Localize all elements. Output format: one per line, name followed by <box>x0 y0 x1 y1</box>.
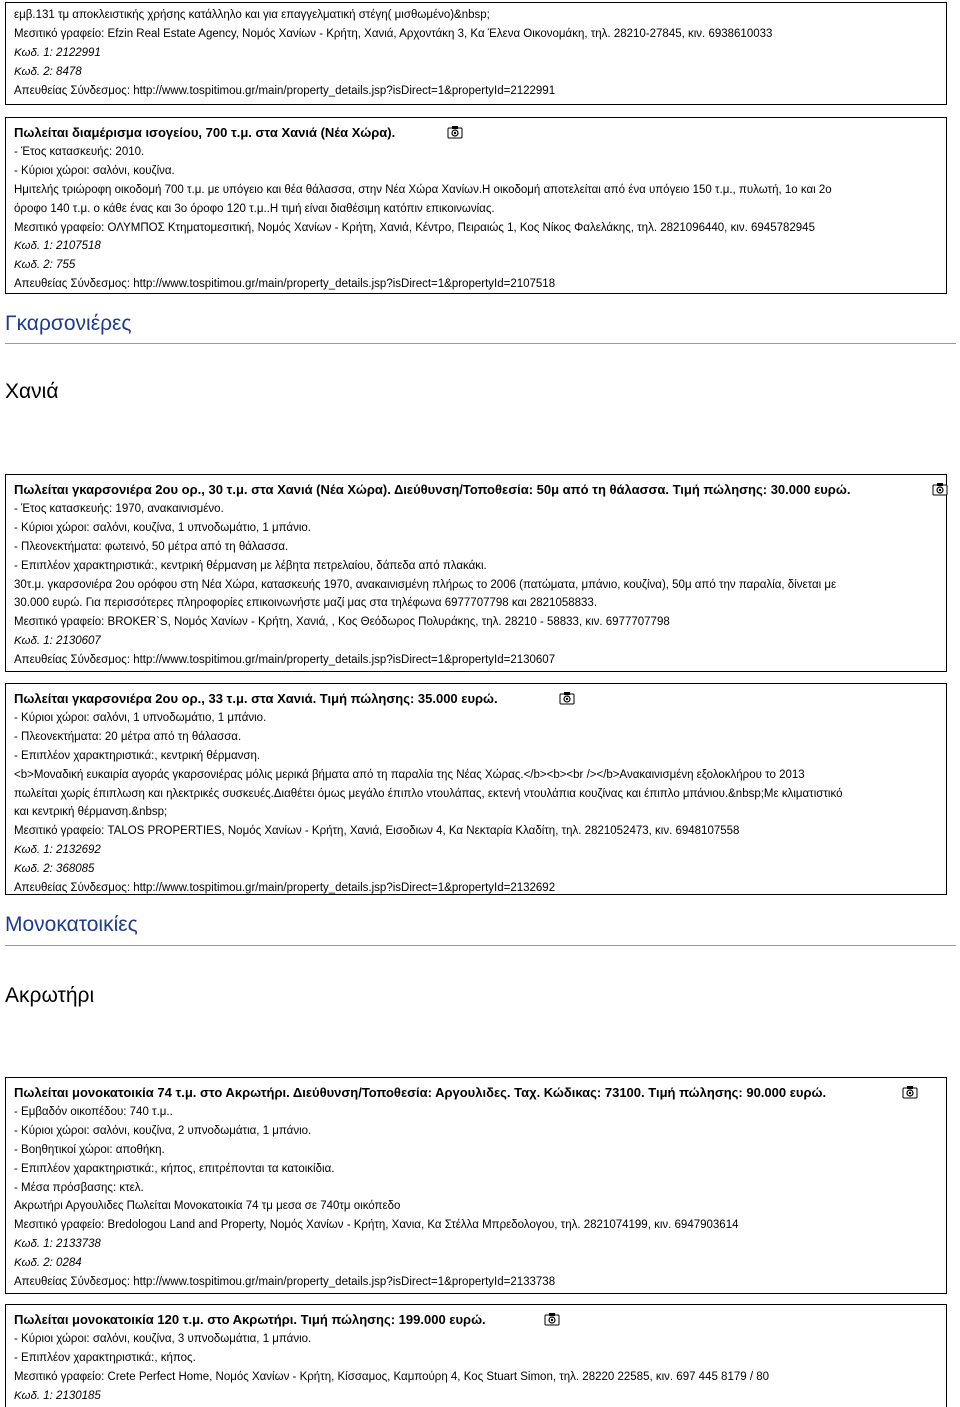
city-heading-chania: Χανιά <box>5 380 59 403</box>
description-text: όροφο 140 τ.μ. ο κάθε ένας και 3ο όροφο 120 τ.μ..Η τιμή είναι διαθέσιμη κατόπιν επικοινωνίας. <box>14 202 495 215</box>
code-1: Κωδ. 1: 2130185 <box>14 1389 101 1402</box>
listing-title[interactable]: Πωλείται διαμέρισμα ισογείου, 700 τ.μ. στα Χανιά (Νέα Χώρα). <box>14 125 396 140</box>
section-heading-houses: Μονοκατοικίες <box>5 913 138 936</box>
listing-card-2 <box>5 474 947 672</box>
main-rooms: - Κύριοι χώροι: σαλόνι, κουζίνα. <box>14 164 175 177</box>
code-1: Κωδ. 1: 2133738 <box>14 1238 101 1251</box>
camera-icon[interactable] <box>932 482 948 496</box>
section-divider <box>5 945 956 946</box>
listing-card-5 <box>5 1304 947 1407</box>
city-heading-akrotiri: Ακρωτήρι <box>5 984 95 1007</box>
advantages: - Πλεονεκτήματα: 20 μέτρα από τη θάλασσα. <box>14 730 242 743</box>
listing-title[interactable]: Πωλείται γκαρσονιέρα 2ου ορ., 30 τ.μ. στα Χανιά (Νέα Χώρα). Διεύθυνση/Τοποθεσία: 50μ από τη θάλασσα. Τιμή πώλησης: 30.000 ευρώ. <box>14 482 851 497</box>
main-rooms: - Κύριοι χώροι: σαλόνι, κουζίνα, 3 υπνοδωμάτια, 1 μπάνιο. <box>14 1333 312 1345</box>
description-text: <b>Μοναδική ευκαιρία αγοράς γκαρσονιέρας μόλις μερικά βήματα από τη παραλία της Νέας Χώρας.</b><b><br /></b>Ανακαινισμένη εξολοκλήρου το 2013 <box>14 768 805 781</box>
listing-card-4 <box>5 1077 947 1294</box>
extra-features: - Επιπλέον χαρακτηριστικά:, κήπος, επιτρέπονται τα κατοικίδια. <box>14 1162 335 1175</box>
auxiliary-rooms: - Βοηθητικοί χώροι: αποθήκη. <box>14 1143 165 1156</box>
main-rooms: - Κύριοι χώροι: σαλόνι, κουζίνα, 1 υπνοδωμάτιο, 1 μπάνιο. <box>14 521 311 534</box>
code-1: Κωδ. 1: 2122991 <box>14 46 101 59</box>
advantages: - Πλεονεκτήματα: φωτεινό, 50 μέτρα από τη θάλασσα. <box>14 540 289 553</box>
code-2: Κωδ. 2: 368085 <box>14 863 95 876</box>
description-text: 30.000 ευρώ. Για περισσότερες πληροφορίες επικοινωνήστε μαζί μας στα τηλέφωνα 6977707798 και 2821058833. <box>14 597 598 610</box>
agency-info: Μεσιτικό γραφείο: BROKER`S, Νομός Χανίων - Κρήτη, Χανιά, , Κος Θεόδωρος Πολυράκης, τηλ. 28210 - 58833, κιν. 6977707798 <box>14 616 670 629</box>
description-text: εμβ.131 τμ αποκλειστικής χρήσης κατάλληλο και για επαγγελματική στέγη( μισθωμένο)&nbsp; <box>14 9 490 21</box>
extra-features: - Επιπλέον χαρακτηριστικά:, κεντρική θέρμανση. <box>14 749 261 762</box>
listing-title-row <box>14 688 938 710</box>
listing-card-0 <box>5 2 947 105</box>
code-1: Κωδ. 1: 2107518 <box>14 240 101 253</box>
agency-info: Μεσιτικό γραφείο: ΟΛΥΜΠΟΣ Κτηματομεσιτική, Νομός Χανίων - Κρήτη, Χανιά, Κέντρο, Πειραιώς 1, Κος Νίκος Φαλελάκης, τηλ. 2821096440, κιν. 6945782945 <box>14 221 815 234</box>
year-built: - Έτος κατασκευής: 2010. <box>14 146 145 158</box>
listing-title-row <box>14 479 938 501</box>
listing-card-3 <box>5 683 947 895</box>
agency-info: Μεσιτικό γραφείο: TALOS PROPERTIES, Νομός Χανίων - Κρήτη, Χανιά, Εισοδιων 4, Κα Νεκταρία Κλαδίτη, τηλ. 2821052473, κιν. 6948107558 <box>14 825 740 838</box>
agency-info: Μεσιτικό γραφείο: Bredologou Land and Property, Νομός Χανίων - Κρήτη, Χανια, Κα Στέλλα Μπρεδολογου, τηλ. 2821074199, κιν. 6947903614 <box>14 1219 739 1232</box>
code-1: Κωδ. 1: 2132692 <box>14 844 101 857</box>
camera-icon[interactable] <box>544 1312 560 1326</box>
agency-info: Μεσιτικό γραφείο: Crete Perfect Home, Νομός Χανίων - Κρήτη, Κίσσαμος, Καμπούρη 4, Κος Stuart Simon, τηλ. 28220 22585, κιν. 697 445 8179 / 80 <box>14 1370 770 1383</box>
main-rooms: - Κύριοι χώροι: σαλόνι, κουζίνα, 2 υπνοδωμάτια, 1 μπάνιο. <box>14 1124 312 1137</box>
direct-link[interactable]: Απευθείας Σύνδεσμος: http://www.tospitimou.gr/main/property_details.jsp?isDirect=1&propertyId=2130607 <box>14 654 556 667</box>
code-1: Κωδ. 1: 2130607 <box>14 635 101 648</box>
listing-card-1 <box>5 117 947 294</box>
agency-info: Μεσιτικό γραφείο: Efzin Real Estate Agency, Νομός Χανίων - Κρήτη, Χανιά, Αρχοντάκη 3, Κα Έλενα Οικονομάκη, τηλ. 28210-27845, κιν. 6938610033 <box>14 27 773 40</box>
description-text: πωλείται χωρίς έπιπλωση και ηλεκτρικές συσκευές.Διαθέτει όμως μεγάλο έπιπλο ντουλάπας, εκτενή ντουλάπια κουζίνας και έπιπλο μπάνιου.&nbsp;Με κλιματιστικό <box>14 787 843 800</box>
code-2: Κωδ. 2: 8478 <box>14 65 82 78</box>
section-divider <box>5 343 956 344</box>
camera-icon[interactable] <box>447 125 463 139</box>
section-heading-studios: Γκαρσονιέρες <box>5 312 132 335</box>
listing-title-row <box>14 1082 938 1104</box>
code-2: Κωδ. 2: 755 <box>14 259 76 272</box>
listing-title-row <box>14 1309 938 1331</box>
camera-icon[interactable] <box>902 1085 918 1099</box>
direct-link[interactable]: Απευθείας Σύνδεσμος: http://www.tospitimou.gr/main/property_details.jsp?isDirect=1&propertyId=2133738 <box>14 1276 556 1289</box>
year-built: - Έτος κατασκευής: 1970, ανακαινισμένο. <box>14 503 224 515</box>
direct-link[interactable]: Απευθείας Σύνδεσμος: http://www.tospitimou.gr/main/property_details.jsp?isDirect=1&propertyId=2107518 <box>14 278 556 291</box>
description-text: 30τ.μ. γκαρσονιέρα 2ου ορόφου στη Νέα Χώρα, κατασκευής 1970, ανακαινισμένη πλήρως το 2006 (πατώματα, μπάνιο, κουζίνα), 50μ από την παραλία, δίνεται με <box>14 578 837 591</box>
description-text: Ημιτελής τριώροφη οικοδομή 700 τ.μ. με υπόγειο και θέα θάλασσα, στην Νέα Χώρα Χανίων.Η οικοδομή αποτελείται από ένα υπόγειο 150 τ.μ., πυλωτή, 1ο και 2ο <box>14 183 832 196</box>
code-2: Κωδ. 2: 0284 <box>14 1257 82 1270</box>
extra-features: - Επιπλέον χαρακτηριστικά:, κεντρική θέρμανση με λέβητα πετρελαίου, δάπεδα από πλακάκι. <box>14 559 487 572</box>
plot-area: - Εμβαδόν οικοπέδου: 740 τ.μ.. <box>14 1106 173 1118</box>
direct-link[interactable]: Απευθείας Σύνδεσμος: http://www.tospitimou.gr/main/property_details.jsp?isDirect=1&propertyId=2132692 <box>14 882 556 895</box>
transport-access: - Μέσα πρόσβασης: κτελ. <box>14 1181 144 1194</box>
listing-title-row <box>14 122 938 144</box>
direct-link[interactable]: Απευθείας Σύνδεσμος: http://www.tospitimou.gr/main/property_details.jsp?isDirect=1&propertyId=2122991 <box>14 84 556 97</box>
description-text: Ακρωτήρι Αργουλιδες Πωλείται Μονοκατοικία 74 τμ μεσα σε 740τμ οικόπεδο <box>14 1200 401 1213</box>
description-text: και κεντρική θέρμανση.&nbsp; <box>14 806 168 819</box>
main-rooms: - Κύριοι χώροι: σαλόνι, 1 υπνοδωμάτιο, 1 μπάνιο. <box>14 712 267 724</box>
listing-title[interactable]: Πωλείται μονοκατοικία 120 τ.μ. στο Ακρωτήρι. Τιμή πώλησης: 199.000 ευρώ. <box>14 1312 486 1327</box>
listing-title[interactable]: Πωλείται γκαρσονιέρα 2ου ορ., 33 τ.μ. στα Χανιά. Τιμή πώλησης: 35.000 ευρώ. <box>14 691 498 706</box>
listing-title[interactable]: Πωλείται μονοκατοικία 74 τ.μ. στο Ακρωτήρι. Διεύθυνση/Τοποθεσία: Αργουλιδες. Ταχ. Κώδικας: 73100. Τιμή πώλησης: 90.000 ευρώ. <box>14 1085 827 1100</box>
extra-features: - Επιπλέον χαρακτηριστικά:, κήπος. <box>14 1351 196 1364</box>
camera-icon[interactable] <box>559 691 575 705</box>
